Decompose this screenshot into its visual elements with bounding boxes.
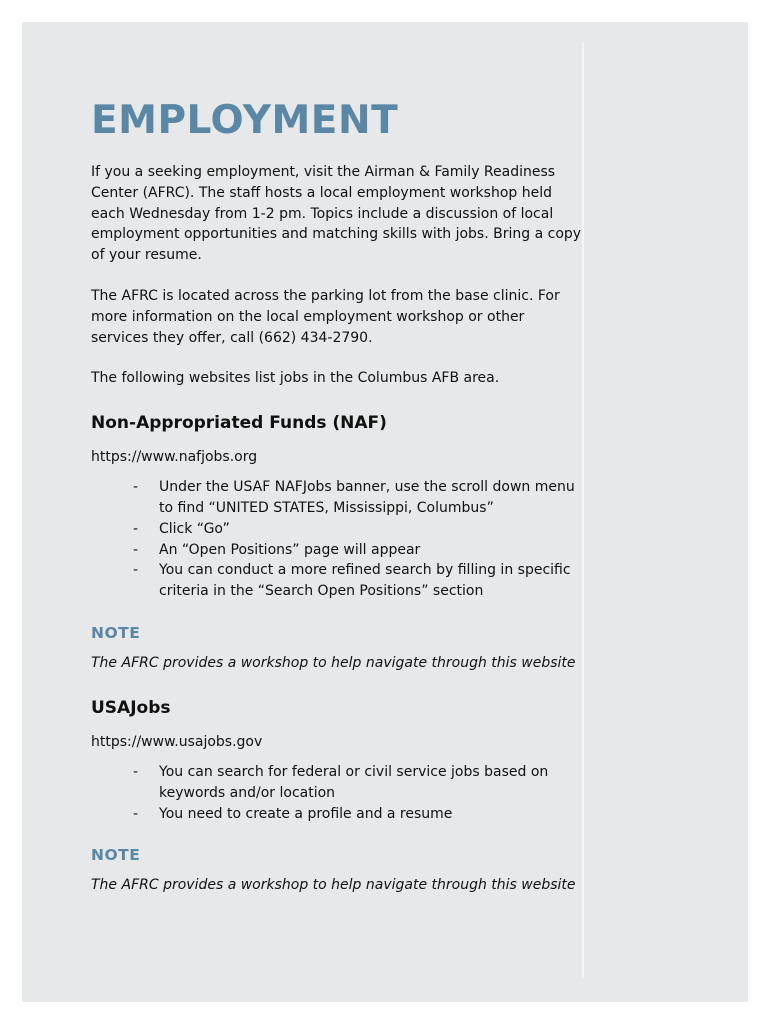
list-item: [91, 519, 583, 540]
dash-marker: -: [133, 479, 139, 496]
websites-intro-paragraph: The following websites list jobs in the Columbus AFB area.: [91, 370, 500, 387]
naf-bullet-list: [91, 477, 583, 602]
page-title: EMPLOYMENT: [91, 98, 399, 143]
dash-marker: -: [133, 520, 139, 537]
dash-marker: -: [133, 541, 139, 558]
intro-paragraph: If you a seeking employment, visit the Airman & Family Readiness Center (AFRC). The staff hosts a local employment workshop held each Wednesday from 1-2 pm. Topics include a discussion of local employment opportunities and matching skills with jobs. Bring a copy of your resume.: [91, 164, 582, 264]
list-item: [91, 560, 583, 602]
usajobs-url-link[interactable]: https://www.usajobs.gov: [91, 733, 263, 750]
dash-marker: -: [133, 562, 139, 579]
naf-heading: Non-Appropriated Funds (NAF): [91, 413, 387, 434]
list-item-text: You can conduct a more refined search by filling in specific criteria in the “Search Open Positions” section: [159, 562, 571, 600]
naf-url-link[interactable]: https://www.nafjobs.org: [91, 449, 258, 466]
dash-marker: -: [133, 763, 139, 780]
usajobs-note-label: NOTE: [91, 846, 141, 865]
dash-marker: -: [133, 805, 139, 822]
naf-note-text: The AFRC provides a workshop to help navigate through this website: [91, 654, 576, 671]
list-item-text: You can search for federal or civil service jobs based on keywords and/or location: [159, 763, 549, 801]
list-item-text: You need to create a profile and a resume: [159, 805, 453, 822]
list-item-text: Under the USAF NAFJobs banner, use the scroll down menu to find “UNITED STATES, Mississippi, Columbus”: [159, 479, 575, 516]
list-item: [91, 762, 583, 804]
usajobs-bullet-list: [91, 762, 583, 824]
list-item: [91, 804, 583, 825]
naf-note-label: NOTE: [91, 623, 141, 642]
document-content: [91, 96, 583, 896]
list-item: [91, 477, 583, 519]
usajobs-heading: USAJobs: [91, 697, 171, 718]
location-paragraph: The AFRC is located across the parking lot from the base clinic. For more information on the local employment workshop or other services they offer, call (662) 434-2790.: [91, 287, 560, 346]
list-item-text: An “Open Positions” page will appear: [159, 541, 421, 558]
list-item-text: Click “Go”: [159, 520, 230, 537]
list-item: [91, 540, 583, 561]
usajobs-note-text: The AFRC provides a workshop to help navigate through this website: [91, 877, 576, 894]
